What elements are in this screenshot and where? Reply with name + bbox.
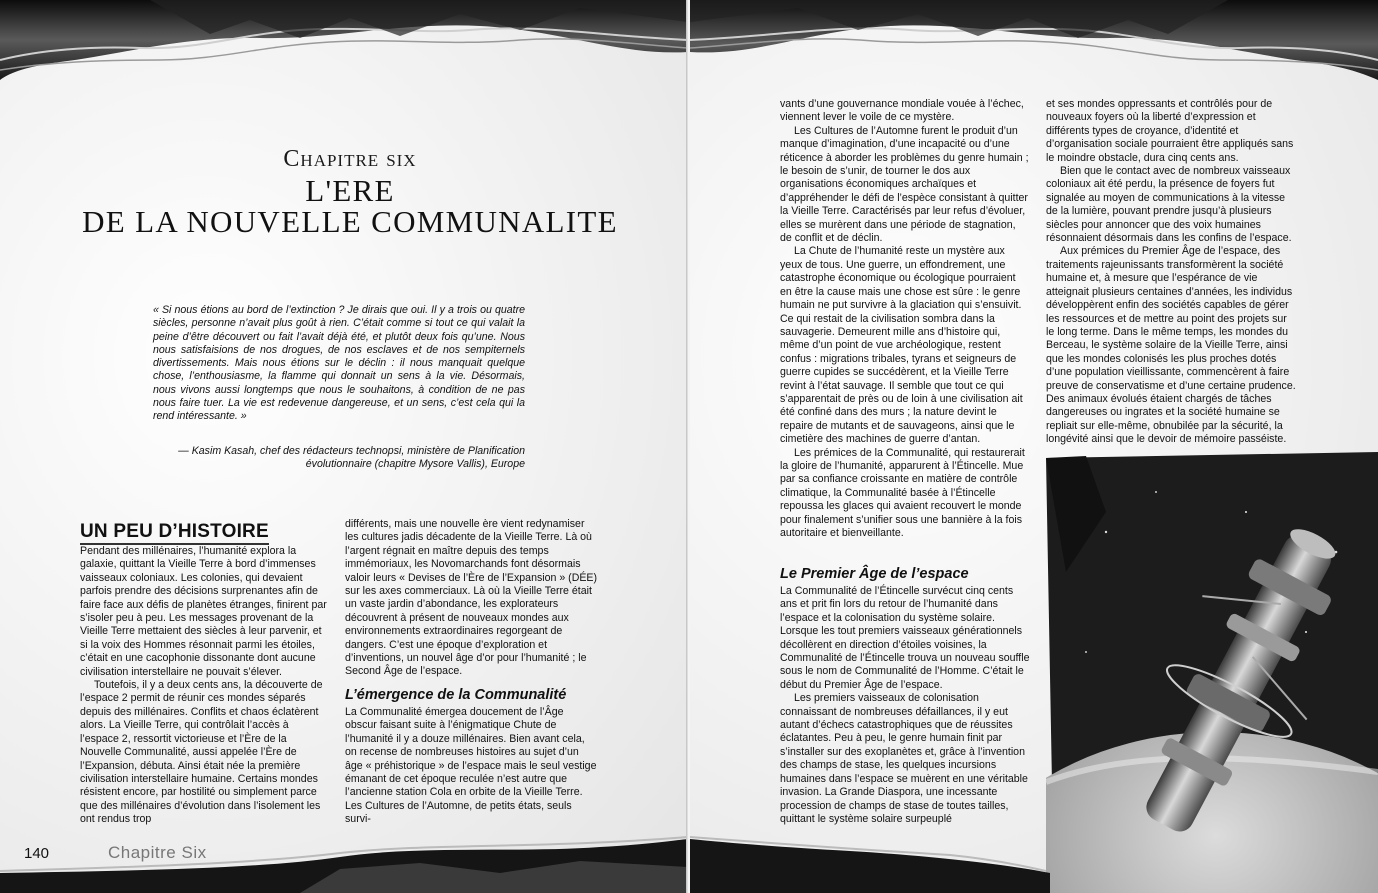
subheading-first-space-age: Le Premier Âge de l’espace bbox=[780, 566, 969, 582]
paragraph: Aux prémices du Premier Âge de l’espace, des traitements rajeunissants transformèrent la société humaine et, à mesure que l’espérance de vie atteignait plusieurs centaines d’années, les individus développèrent enfin des sociétés capables de gérer les ressources et de mettre au point des projets sur le long terme. Dans le même temps, les mondes du Berceau, le système solaire de la Vieille Terre, ainsi que les mondes colonisés les plus proches dotés d’une population vieillissante, commencèrent à faire preuve de conservatisme et d’une certaine prudence. Des animaux évolués étaient chargés de tâches dangereuses ou ingrates et la société humaine se repliait sur elle-même, obnubilée par la sécurité, la longévité ainsi que le devoir de mémoire passéiste. bbox=[1046, 245, 1296, 446]
left-column-2b bbox=[345, 706, 598, 827]
right-page bbox=[690, 0, 1378, 893]
subheading-emergence: L’émergence de la Communalité bbox=[345, 687, 567, 703]
section-heading-history: UN PEU D’HISTOIRE bbox=[80, 521, 269, 545]
page-number: 140 bbox=[24, 845, 50, 862]
paragraph: Les prémices de la Communalité, qui restaurerait la gloire de l’humanité, apparurent à l’Étincelle. Mue par sa confiance croissante en matière de contrôle climatique, la Communalité basée à l’Étincelle repoussa les glaces qui avaient recouvert le monde pour finalement s’unifier sous une bannière à la fois autoritaire et bienveillante. bbox=[780, 446, 1025, 539]
left-page bbox=[0, 0, 688, 893]
paragraph: différents, mais une nouvelle ère vient redynamiser les cultures jadis décadente de la Vieille Terre. Là où l’argent régnait en maître depuis des temps immémoriaux, les Novomarchands font désormais valoir leurs « Devises de l’Ère de l’Expansion » (DÉE) sur les axes commerciaux. Là où la Vieille Terre était un vaste jardin d’abondance, les explorateurs découvrent à présent de nouveaux mondes aux environnements extraordinaires regorgeant de dangers. C’est une époque d’exploration et d’inventions, un nouvel âge d’or pour l’humanité ; le Second Âge de l’espace. bbox=[345, 518, 598, 678]
bottom-frame-ornament-right bbox=[690, 833, 1378, 893]
epigraph-attribution bbox=[150, 445, 525, 472]
paragraph: Toutefois, il y a deux cents ans, la découverte de l’espace 2 permit de réunir ces mondes séparés depuis des millénaires. Conflits et chaos éclatèrent alors. La Vieille Terre, qui contrôlait l’accès à l’espace 2, ressortit victorieuse et l’Ère de la Nouvelle Communalité, aussi appelée l’Ère de l’Expansion, débuta. Ainsi était née la première civilisation interstellaire humaine. Certains mondes résistent encore, par hostilité ou simplement parce que des millénaires d’évolution dans l’isolement les ont rendus trop bbox=[80, 679, 323, 826]
bottom-frame-ornament bbox=[0, 833, 688, 893]
paragraph: La Communalité émergea doucement de l’Âge obscur faisant suite à l’énigmatique Chute de l’humanité il y a douze millénaires. Bien avant cela, on recense de nombreuses histoires au sujet d’un âge « préhistorique » de l’espace mais le seul vestige émanant de cet époque reculée n’est autre que l’ancienne station Cola en orbite de la Vieille Terre. Les Cultures de l’Automne, de petits états, seuls survi- bbox=[345, 706, 597, 826]
epigraph-quote: « Si nous étions au bord de l’extinction ? Je dirais que oui. Il y a trois ou quatre siècles, personne n’avait plus goût à rien. C’était comme si tout ce qui valait la peine d’être découvert ou fait l’avait déjà été, et plutôt deux fois qu’une. Nous nous satisfaisions de nos drogues, de nos esclaves et de nos sempiternels divertissements. Mais nous étions sur le déclin : il nous manquait quelque chose, l’enthousiasme, la flamme qui donnait un sens à la vie. Désormais, nous vivons aussi longtemps que nous le souhaitons, à condition de ne pas nous faire tuer. La vie est redevenue dangereuse, et un sens, c’est cela qui la rend intéressante. » bbox=[153, 304, 525, 423]
paragraph: La Chute de l’humanité reste un mystère aux yeux de tous. Une guerre, un effondrement, une catastrophe économique ou écologique pourraient en être la cause mais une chose est sûre : le genre humain ne put survivre à la glaciation qui s’ensuivit. Ce qui restait de la civilisation sombra dans la sauvagerie. Demeurent mille ans d’histoire qui, même d’un point de vue archéologique, restent confus : migrations tribales, tyrans et seigneurs de guerre cupides se succédèrent, et la Vieille Terre revint à l’état sauvage. Il semble que tout ce qui s’apparentait de près ou de loin à une civilisation ait été confiné dans des murs ; la nature devint le repaire de mutants et de sauvageons, ainsi que le cimetière des machines de guerre d’antan. bbox=[780, 245, 1023, 446]
paragraph: et ses mondes oppressants et contrôlés pour de nouveaux foyers où la liberté d’expression et différents types de croyance, d’identité et d’organisation sociale pourraient être appliqués sans le moindre obstacle, dura cinq cents ans. bbox=[1046, 98, 1294, 164]
left-column-2 bbox=[345, 518, 598, 679]
space-station-illustration bbox=[1046, 452, 1378, 893]
right-column-1b bbox=[780, 585, 1030, 826]
attribution-line1: — Kasim Kasah, chef des rédacteurs technopsi, ministère de Planification bbox=[178, 445, 525, 457]
right-column-1 bbox=[780, 98, 1030, 540]
paragraph: Les premiers vaisseaux de colonisation connaissant de nombreuses défaillances, il y eut autant d’échecs catastrophiques que de réussites éclatantes. Peu à peu, le genre humain finit par s’installer sur des exoplanètes et, grâce à l’invention des champs de stase, les quelques incursions humaines dans l’espace se muèrent en une véritable invasion. La Grande Diaspora, une incessante procession de champs de stase de toutes tailles, quittant le système solaire surpeuplé bbox=[780, 692, 1028, 825]
chapter-title-line1: L'ERE bbox=[305, 173, 395, 208]
right-column-2 bbox=[1046, 98, 1298, 447]
top-frame-ornament bbox=[0, 0, 688, 95]
paragraph: Pendant des millénaires, l’humanité explora la galaxie, quittant la Vieille Terre à bord d’immenses vaisseaux coloniaux. Les colonies, qui devaient parfois prendre des décisions surprenantes afin de faire face aux défis de planètes étranges, finirent par s’isoler peu à peu. Les messages provenant de la Vieille Terre mettaient des siècles à leur parvenir, et si la voix des Hommes résonnait parmi les étoiles, c’était en une cacophonie dissonante dont aucune civilisation interstellaire ne pouvait s’élever. bbox=[80, 545, 327, 678]
paragraph: Bien que le contact avec de nombreux vaisseaux coloniaux ait été perdu, la présence de foyers fut signalée au moyen de communications à la vitesse de la lumière, pouvant prendre jusqu’à plusieurs siècles pour annoncer que des voix humaines résonnaient désormais dans les confins de l’espace. bbox=[1046, 165, 1292, 245]
attribution-line2: évolutionnaire (chapitre Mysore Vallis), Europe bbox=[305, 458, 525, 471]
top-frame-ornament-right bbox=[690, 0, 1378, 95]
left-column-1 bbox=[80, 545, 330, 827]
paragraph: vants d’une gouvernance mondiale vouée à l’échec, viennent lever le voile de ce mystère. bbox=[780, 98, 1024, 124]
chapter-title bbox=[30, 175, 670, 237]
paragraph: Les Cultures de l’Automne furent le produit d’un manque d’imagination, d’une incapacité ou d’une réticence à aborder les problèmes du genre humain ; le besoin de s’unir, de tourner le dos aux organisations économiques archaïques et d’appréhender le défi de l’espèce consistant à quitter la Vieille Terre. Caractérisés par leur refus d’évoluer, elles se murèrent dans une période de stagnation, de conflit et de déclin. bbox=[780, 124, 1029, 245]
paragraph: La Communalité de l’Étincelle survécut cinq cents ans et prit fin lors du retour de l’humanité dans l’espace et la colonisation du système solaire. Lorsque les tout premiers vaisseaux générationnels décollèrent en direction d’étoiles voisines, la Communalité de l’Étincelle trouva un nouveau souffle sous le nom de Communalité de l’Homme. C’était le début du Premier Âge de l’espace. bbox=[780, 585, 1030, 691]
chapter-kicker: Chapitre six bbox=[283, 146, 417, 172]
chapter-title-line2: DE LA NOUVELLE COMMUNALITE bbox=[82, 204, 618, 239]
running-head: Chapitre Six bbox=[108, 843, 207, 862]
